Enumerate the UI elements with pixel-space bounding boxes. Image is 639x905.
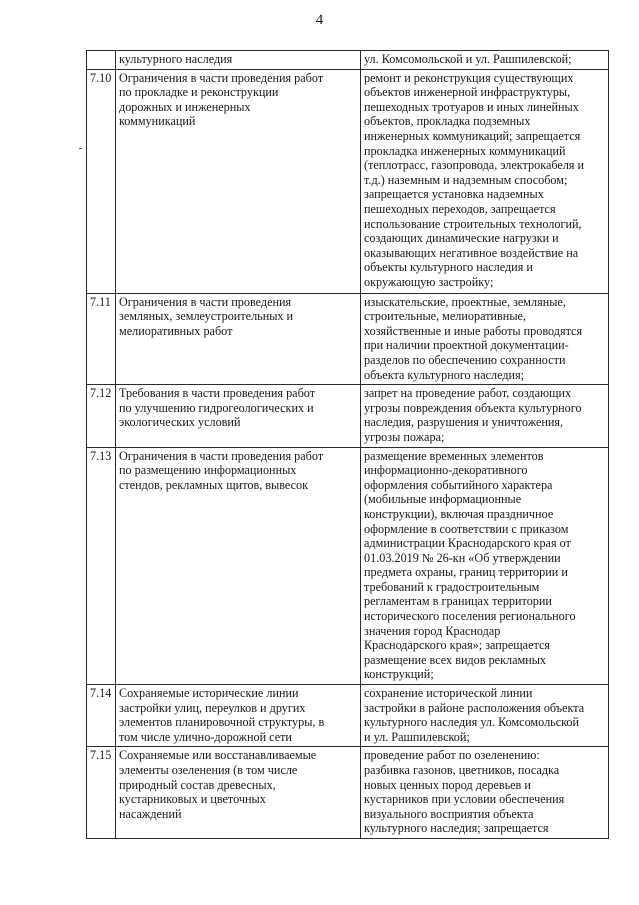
regulations-table (86, 50, 609, 839)
table-row (87, 747, 609, 839)
table-row (87, 385, 609, 447)
restriction-description: изыскательские, проектные, земляные, строительные, мелиоративные, хозяйственные и иные работы проводятся при наличии проектной документации- разделов по обеспечению сохранности объекта культурного наследия; (361, 293, 609, 385)
row-number: 7.14 (87, 685, 116, 747)
row-number: 7.12 (87, 385, 116, 447)
row-number: 7.13 (87, 447, 116, 685)
restriction-name: Ограничения в части проведения работ по прокладке и реконструкции дорожных и инженерных коммуникаций (116, 69, 361, 293)
restriction-description: ремонт и реконструкция существующих объектов инженерной инфраструктуры, пешеходных тротуаров и иных линейных объектов, прокладка подземных инженерных коммуникаций; запрещается прокладка инженерных коммуникаций (теплотрасс, газопровода, электрокабеля и т.д.) наземным и надземным способом; запрещается установка надземных пешеходных переходов, запрещается использование строительных технологий, создающих динамические нагрузки и оказывающих негативное воздействие на объекты культурного наследия и окружающую застройку; (361, 69, 609, 293)
row-number: 7.11 (87, 293, 116, 385)
restriction-name: Сохраняемые или восстанавливаемые элементы озеленения (в том числе природный состав древесных, кустарниковых и цветочных насаждений (116, 747, 361, 839)
row-number: 7.15 (87, 747, 116, 839)
restriction-description: размещение временных элементов информационно-декоративного оформления событийного характера (мобильные информационные конструкции), включая праздничное оформление в соответствии с приказом администрации Краснодарского края от 01.03.2019 № 26-кн «Об утверждении предмета охраны, границ территории и требований к градостроительным регламентам в границах территории исторического поселения регионального значения город Краснодар Краснодарского края»; запрещается размещение всех видов рекламных конструкций; (361, 447, 609, 685)
table-row (87, 685, 609, 747)
row-number: 7.10 (87, 69, 116, 293)
table-row (87, 447, 609, 685)
restriction-description: запрет на проведение работ, создающих угрозы повреждения объекта культурного наследия, разрушения и уничтожения, угрозы пожара; (361, 385, 609, 447)
restriction-description: ул. Комсомольской и ул. Рашпилевской; (361, 51, 609, 70)
restriction-name: Требования в части проведения работ по улучшению гидрогеологических и экологических условий (116, 385, 361, 447)
table-row (87, 51, 609, 70)
margin-mark (79, 148, 82, 149)
restriction-name: Ограничения в части проведения работ по размещению информационных стендов, рекламных щитов, вывесок (116, 447, 361, 685)
restriction-name: Ограничения в части проведения земляных, землеустроительных и мелиоративных работ (116, 293, 361, 385)
restriction-name: Сохраняемые исторические линии застройки улиц, переулков и других элементов планировочной структуры, в том числе улично-дорожной сети (116, 685, 361, 747)
restriction-name: культурного наследия (116, 51, 361, 70)
row-number (87, 51, 116, 70)
table-row (87, 293, 609, 385)
restriction-description: проведение работ по озеленению: разбивка газонов, цветников, посадка новых ценных пород деревьев и кустарников при условии обеспечения визуального восприятия объекта культурного наследия; запрещается (361, 747, 609, 839)
page-number: 4 (315, 12, 324, 28)
restriction-description: сохранение исторической линии застройки в районе расположения объекта культурного наследия ул. Комсомольской и ул. Рашпилевской; (361, 685, 609, 747)
table-row (87, 69, 609, 293)
